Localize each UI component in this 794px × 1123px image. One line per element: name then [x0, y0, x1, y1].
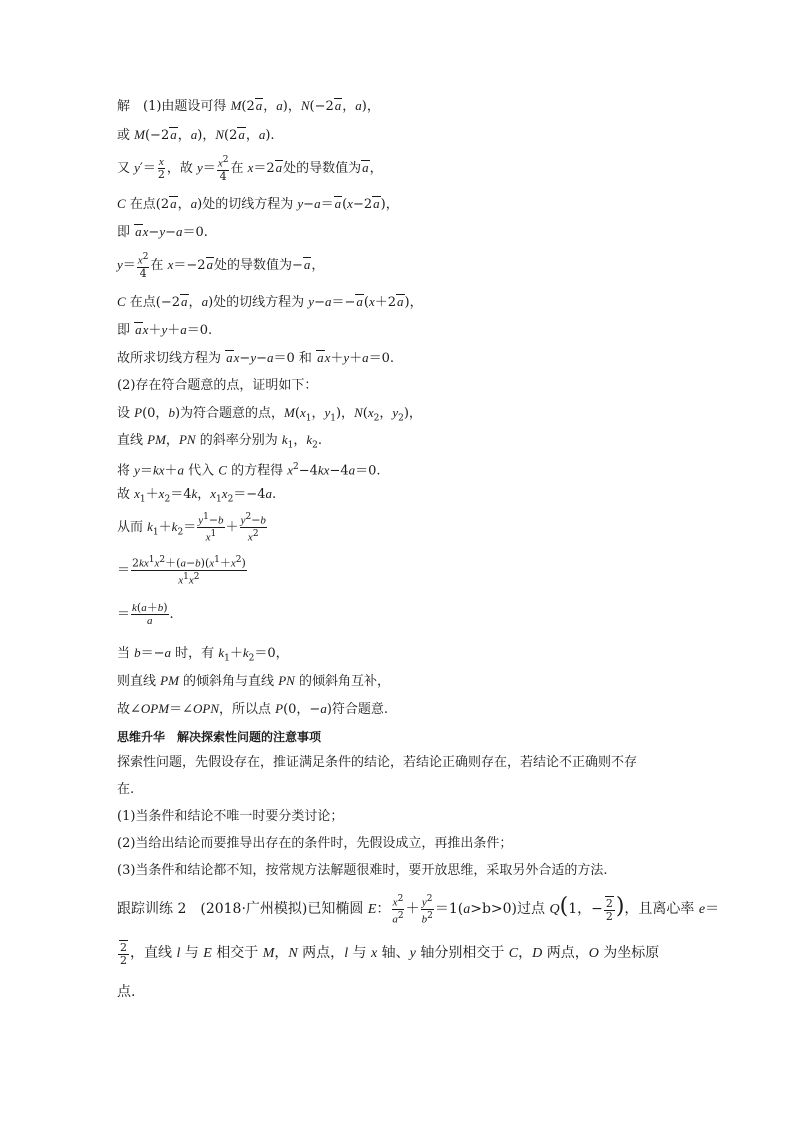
solution-line-14: 故 $x_1+x_2=4k$，$x_1x_2=-4a$. — [117, 486, 277, 505]
solution-line-17: ＝ $\frac{k(a+b)}{a}$ . — [117, 601, 174, 627]
solution-line-7: C 在点(−2a，a)处的切线方程为 y−a＝−a(x＋2a)， — [117, 294, 423, 310]
solution-line-11: 设 P(0，b)为符合题意的点，$M(x_1$，$y_1$)，$N(x_2$，$y_2$)， — [117, 405, 422, 424]
solution-line-19: 则直线 PM 的倾斜角与直线 PN 的倾斜角互补， — [117, 673, 390, 689]
summary-heading: 思维升华 解决探索性问题的注意事项 — [117, 730, 322, 744]
solution-line-18: 当 b＝−a 时，有 $k_1+k_2=0$， — [117, 645, 289, 664]
summary-point-3: (3)当条件和结论都不知，按常规方法解题很难时，要开放思维，采取另外合适的方法. — [117, 863, 608, 878]
summary-line-2: 在. — [117, 782, 135, 797]
summary-line-1: 探索性问题，先假设存在，推证满足条件的结论，若结论正确则存在，若结论不正确则不存 — [117, 755, 638, 770]
solution-line-6: y＝ $\frac{x^2}{4}$ 在 x＝−2a处的导数值为−a， — [117, 252, 325, 280]
solution-line-8: 即 ax＋y＋a＝0. — [117, 322, 213, 338]
solution-line-12: 直线 PM，PN 的斜率分别为 $k_1$，$k_2$. — [117, 432, 323, 451]
summary-point-2: (2)当给出结论而要推导出存在的条件时，先假设成立，再推出条件； — [117, 836, 513, 851]
solution-line-13: 将 y＝kx＋a 代入 C 的方程得 $x^2-4kx-4a=0$. — [117, 462, 381, 479]
solution-line-2: 或 M(−2a，a)，N(2a，a). — [117, 127, 275, 143]
exercise-line-3: 点. — [117, 984, 136, 1000]
exercise-line-2: $\frac{2}{2}$ ，直线 l 与 E 相交于 M，N 两点，l 与 x 轴、y 轴分别相交于 C，D 两点，O 为坐标原 — [120, 940, 660, 967]
solution-line-4: C 在点(2a，a)处的切线方程为 y−a＝a(x−2a)， — [117, 196, 399, 212]
solution-line-3: 又 y′＝ $\frac{x}{2}$ ，故 y＝ $\frac{x^2}{4}$ 在 x＝2a处的导数值为a， — [117, 155, 383, 183]
exercise-line-1: 跟踪训练 2 (2018·广州模拟)已知椭圆 E： $\frac{x^2}{a^2}$ ＋ $\frac{y^2}{b^2}$ ＝1(a>b>0)过点 Q(1，− $\frac{2}{2}$ )，且离心率 e＝ — [117, 893, 720, 926]
solution-line-5: 即 ax−y−a＝0. — [117, 224, 208, 240]
summary-point-1: (1)当条件和结论不唯一时要分类讨论； — [117, 809, 344, 824]
solution-line-9: 故所求切线方程为 ax−y−a＝0 和 ax＋y＋a＝0. — [117, 350, 395, 366]
solution-line-10: (2)存在符合题意的点，证明如下： — [117, 378, 318, 393]
solution-line-20: 故∠OPM＝∠OPN，所以点 P(0，−a)符合题意. — [117, 701, 389, 717]
solution-line-1: 解 (1)由题设可得 M(2a，a)，N(−2a，a)， — [117, 98, 380, 114]
solution-line-15: 从而 $k_1+k_2=$ $\frac{y^1-b}{x^1}$ ＋ $\frac{y^2-b}{x^2}$ — [117, 512, 266, 544]
solution-line-16: ＝ $\frac{2kx^1x^2+(a-b)(x^1+x^2)}{x^1x^2}$ — [117, 555, 246, 587]
